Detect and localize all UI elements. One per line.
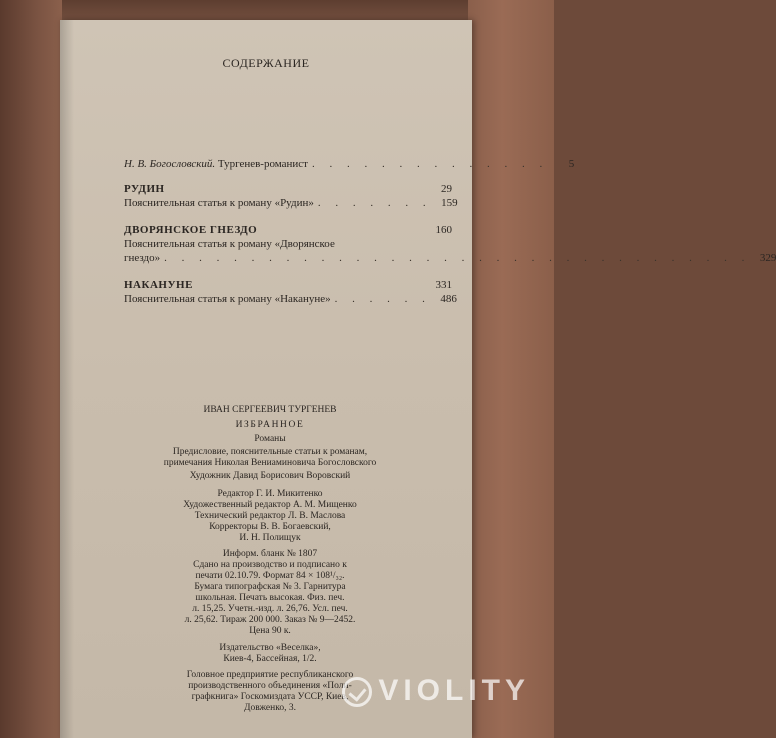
toc-gnezdo-note-page: 329 <box>759 252 776 264</box>
imprint-line: Издательство «Веселка», <box>219 643 321 653</box>
leader-dots: . . . . . . . . . . . . . . <box>312 158 549 170</box>
page-title: СОДЕРЖАНИЕ <box>222 56 310 70</box>
toc-entry-intro <box>124 157 575 171</box>
toc-nakanune-note-page: 486 <box>440 293 457 305</box>
imprint-line: Сдано на производство и подписано к <box>193 560 347 570</box>
imprint-line: Корректоры В. В. Богаевский, <box>209 522 331 532</box>
imprint-line: примечания Николая Вениаминовича Богословского <box>163 458 377 468</box>
imprint-author: ИВАН СЕРГЕЕВИЧ ТУРГЕНЕВ <box>203 405 337 415</box>
toc-section-rudin <box>124 182 452 196</box>
imprint-line: графкнига» Госкомиздата УССР, Киев, <box>191 692 349 702</box>
toc-nakanune-head: НАКАНУНЕ <box>124 279 193 291</box>
toc-section-gnezdo <box>124 223 452 237</box>
toc-rudin-note-page: 159 <box>441 197 458 209</box>
imprint-line: печати 02.10.79. Формат 84 × 108¹/₃₂. <box>195 571 345 581</box>
toc-entry-rudin-note <box>124 196 458 210</box>
book-cover-right <box>468 0 554 738</box>
toc-rudin-head: РУДИН <box>124 183 165 195</box>
toc-entry-gnezdo-note2 <box>124 251 776 265</box>
imprint-line: Технический редактор Л. В. Маслова <box>194 511 346 521</box>
toc-entry-nakanune-note <box>124 292 457 306</box>
imprint-genre: Романы <box>254 434 286 444</box>
imprint-line: л. 25,62. Тираж 200 000. Заказ № 9—2452. <box>184 615 356 625</box>
imprint-line: Киев-4, Бассейная, 1/2. <box>223 654 317 664</box>
imprint-line: Головное предприятие республиканского <box>186 670 354 680</box>
imprint-line: Художественный редактор А. М. Мищенко <box>183 500 357 510</box>
book-page <box>60 20 776 738</box>
toc-gnezdo-note1: Пояснительная статья к роману «Дворянское <box>124 238 335 250</box>
imprint-line: Редактор Г. И. Микитенко <box>217 489 323 499</box>
toc-intro-author: Н. В. Богословский. <box>124 158 216 170</box>
imprint-line: производственного объединения «Поли- <box>188 681 352 691</box>
watermark-text: VIOLITY <box>378 674 530 707</box>
book-cover-left <box>0 0 62 738</box>
toc-nakanune-note: Пояснительная статья к роману «Накануне» <box>124 293 331 305</box>
toc-intro-text: Тургенев-романист <box>217 158 308 170</box>
check-circle-icon <box>342 677 372 707</box>
page-gutter-shadow <box>60 20 74 738</box>
leader-dots: . . . . . . <box>334 293 431 305</box>
toc-gnezdo-head: ДВОРЯНСКОЕ ГНЕЗДО <box>124 224 258 236</box>
leader-dots: . . . . . . . <box>317 197 432 209</box>
imprint-line: школьная. Печать высокая. Физ. печ. <box>195 593 345 603</box>
imprint-price: Цена 90 к. <box>249 626 291 636</box>
imprint-line: Бумага типографская № 3. Гарнитура <box>194 582 346 592</box>
imprint-line: Предисловие, пояснительные статьи к романам, <box>172 447 368 457</box>
imprint-line: Информ. бланк № 1807 <box>222 549 318 559</box>
toc-gnezdo-page: 160 <box>435 224 452 236</box>
toc-section-nakanune <box>124 278 452 292</box>
toc-rudin-note: Пояснительная статья к роману «Рудин» <box>124 197 314 209</box>
imprint-line: л. 15,25. Учетн.-изд. л. 26,76. Усл. печ. <box>192 604 348 614</box>
toc-gnezdo-note2: гнездо» <box>124 252 161 264</box>
toc-nakanune-page: 331 <box>435 279 452 291</box>
toc-entry-gnezdo-note <box>124 237 452 251</box>
toc-intro-page: 5 <box>568 158 575 170</box>
imprint-line: И. Н. Полищук <box>239 533 301 543</box>
imprint-line: Довженко, 3. <box>244 703 296 713</box>
watermark <box>342 674 530 708</box>
toc-rudin-page: 29 <box>441 183 452 195</box>
imprint-book-title: ИЗБРАННОЕ <box>235 420 305 430</box>
imprint-artist: Художник Давид Борисович Воровский <box>189 471 351 481</box>
leader-dots: . . . . . . . . . . . . . . . . . . . . . . . . . . . . . . . . . . <box>164 252 751 264</box>
